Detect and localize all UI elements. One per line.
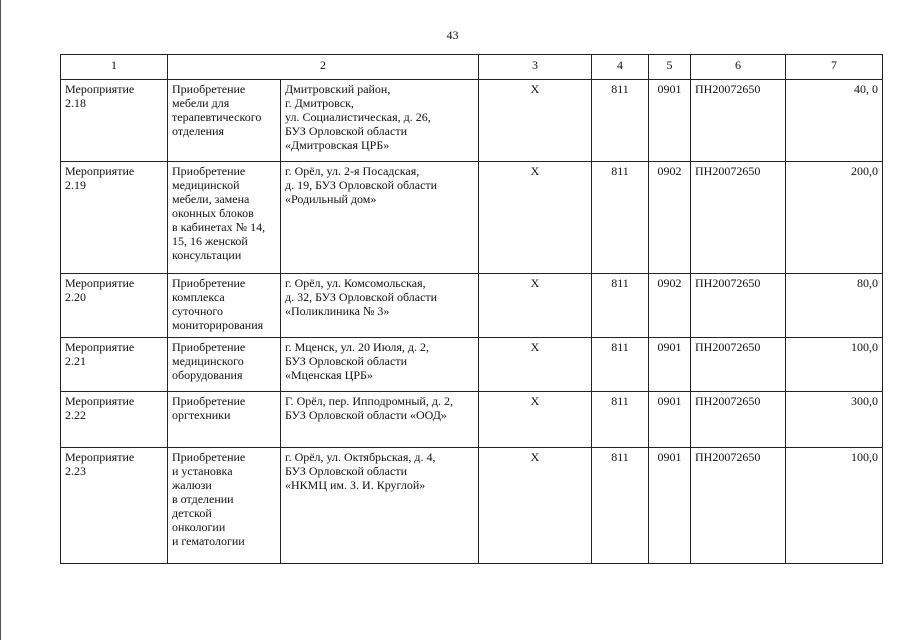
col6-cell: ПН20072650 <box>691 448 786 564</box>
address-cell-line: «Поликлиника № 3» <box>285 304 390 318</box>
measure-cell-line: Мероприятие <box>65 82 135 96</box>
header-col-5: 5 <box>649 55 691 80</box>
measure-name-cell-line: Приобретение <box>172 394 246 408</box>
measure-name-cell-line: консультации <box>172 248 242 262</box>
measure-name-cell-line: отделения <box>172 124 225 138</box>
measure-cell-line: Мероприятие <box>65 164 135 178</box>
measure-name-cell-line: Приобретение <box>172 82 246 96</box>
measure-cell-line: Мероприятие <box>65 450 135 464</box>
budget-table <box>60 54 883 564</box>
address-cell <box>281 448 479 564</box>
col3-cell: Х <box>479 392 592 448</box>
measure-name-cell <box>168 162 281 274</box>
measure-cell-line: Мероприятие <box>65 340 135 354</box>
col4-cell: 811 <box>592 80 649 162</box>
address-cell <box>281 162 479 274</box>
measure-cell-line: 2.21 <box>65 354 86 368</box>
measure-name-cell-line: оборудования <box>172 368 243 382</box>
measure-name-cell-line: Приобретение <box>172 450 246 464</box>
col6-cell: ПН20072650 <box>691 392 786 448</box>
address-cell-line: «Дмитровская ЦРБ» <box>285 138 390 152</box>
amount-cell: 80,0 <box>786 274 883 338</box>
col5-cell: 0902 <box>649 274 691 338</box>
address-cell-line: г. Дмитровск, <box>285 96 354 110</box>
amount-cell: 40, 0 <box>786 80 883 162</box>
measure-name-cell-line: 15, 16 женской <box>172 234 248 248</box>
address-cell-line: д. 19, БУЗ Орловской области <box>285 178 438 192</box>
col4-cell: 811 <box>592 162 649 274</box>
measure-cell-line: 2.22 <box>65 408 86 422</box>
address-cell-line: Г. Орёл, пер. Ипподромный, д. 2, <box>285 394 453 408</box>
table-row <box>61 448 883 564</box>
header-col-7: 7 <box>786 55 883 80</box>
measure-name-cell <box>168 338 281 392</box>
address-cell-line: ул. Социалистическая, д. 26, <box>285 110 431 124</box>
measure-name-cell-line: жалюзи <box>172 478 212 492</box>
measure-cell-line: Мероприятие <box>65 394 135 408</box>
address-cell <box>281 80 479 162</box>
table-row <box>61 274 883 338</box>
table-row <box>61 80 883 162</box>
address-cell-line: г. Орёл, ул. 2-я Посадская, <box>285 164 420 178</box>
page-number: 43 <box>446 28 459 42</box>
col4-cell: 811 <box>592 448 649 564</box>
col3-cell: Х <box>479 448 592 564</box>
col4-cell: 811 <box>592 392 649 448</box>
measure-name-cell <box>168 80 281 162</box>
measure-cell <box>61 162 168 274</box>
col3-cell: Х <box>479 80 592 162</box>
header-row <box>61 55 883 80</box>
measure-cell-line: Мероприятие <box>65 276 135 290</box>
address-cell-line: д. 32, БУЗ Орловской области <box>285 290 438 304</box>
address-cell-line: Дмитровский район, <box>285 82 391 96</box>
measure-name-cell-line: Приобретение <box>172 276 246 290</box>
measure-cell <box>61 392 168 448</box>
address-cell-line: г. Орёл, ул. Октябрьская, д. 4, <box>285 450 436 464</box>
measure-name-cell-line: Приобретение <box>172 164 246 178</box>
address-cell <box>281 274 479 338</box>
col6-cell: ПН20072650 <box>691 80 786 162</box>
table-row <box>61 338 883 392</box>
header-col-1: 1 <box>61 55 168 80</box>
measure-name-cell-line: мебели, замена <box>172 192 250 206</box>
table-body <box>61 80 883 564</box>
measure-name-cell-line: и установка <box>172 464 233 478</box>
address-cell-line: БУЗ Орловской области <box>285 124 407 138</box>
measure-name-cell <box>168 448 281 564</box>
measure-name-cell <box>168 274 281 338</box>
address-cell-line: БУЗ Орловской области <box>285 464 407 478</box>
header-col-3: 3 <box>479 55 592 80</box>
col6-cell: ПН20072650 <box>691 274 786 338</box>
measure-name-cell-line: и гематологии <box>172 534 245 548</box>
measure-name-cell-line: детской <box>172 506 212 520</box>
measure-name-cell-line: медицинского <box>172 354 244 368</box>
measure-name-cell-line: онкологии <box>172 520 226 534</box>
address-cell-line: «Родильный дом» <box>285 192 377 206</box>
amount-cell: 100,0 <box>786 338 883 392</box>
measure-name-cell <box>168 392 281 448</box>
col5-cell: 0901 <box>649 392 691 448</box>
page-margin-line <box>0 0 1 640</box>
col3-cell: Х <box>479 338 592 392</box>
measure-cell-line: 2.20 <box>65 290 86 304</box>
header-col-2: 2 <box>168 55 479 80</box>
address-cell-line: «Мценская ЦРБ» <box>285 368 373 382</box>
col4-cell: 811 <box>592 274 649 338</box>
measure-name-cell-line: терапевтического <box>172 110 262 124</box>
address-cell <box>281 338 479 392</box>
address-cell-line: г. Мценск, ул. 20 Июля, д. 2, <box>285 340 429 354</box>
measure-name-cell-line: оргтехники <box>172 408 231 422</box>
col6-cell: ПН20072650 <box>691 338 786 392</box>
col6-cell: ПН20072650 <box>691 162 786 274</box>
measure-cell-line: 2.18 <box>65 96 86 110</box>
measure-cell-line: 2.23 <box>65 464 86 478</box>
address-cell <box>281 392 479 448</box>
measure-cell <box>61 80 168 162</box>
amount-cell: 200,0 <box>786 162 883 274</box>
measure-name-cell-line: медицинской <box>172 178 240 192</box>
address-cell-line: БУЗ Орловской области «ООД» <box>285 408 447 422</box>
header-col-6: 6 <box>691 55 786 80</box>
measure-cell <box>61 338 168 392</box>
header-col-4: 4 <box>592 55 649 80</box>
measure-name-cell-line: в отделении <box>172 492 234 506</box>
measure-name-cell-line: Приобретение <box>172 340 246 354</box>
measure-cell <box>61 274 168 338</box>
col3-cell: Х <box>479 274 592 338</box>
measure-name-cell-line: комплекса <box>172 290 225 304</box>
address-cell-line: БУЗ Орловской области <box>285 354 407 368</box>
address-cell-line: «НКМЦ им. З. И. Круглой» <box>285 478 426 492</box>
measure-cell <box>61 448 168 564</box>
col5-cell: 0902 <box>649 162 691 274</box>
col5-cell: 0901 <box>649 80 691 162</box>
col4-cell: 811 <box>592 338 649 392</box>
col3-cell: Х <box>479 162 592 274</box>
col5-cell: 0901 <box>649 338 691 392</box>
table-row <box>61 162 883 274</box>
address-cell-line: г. Орёл, ул. Комсомольская, <box>285 276 426 290</box>
col5-cell: 0901 <box>649 448 691 564</box>
measure-name-cell-line: оконных блоков <box>172 206 254 220</box>
amount-cell: 100,0 <box>786 448 883 564</box>
table-row <box>61 392 883 448</box>
measure-name-cell-line: в кабинетах № 14, <box>172 220 266 234</box>
measure-name-cell-line: мониторирования <box>172 318 264 332</box>
measure-name-cell-line: суточного <box>172 304 224 318</box>
amount-cell: 300,0 <box>786 392 883 448</box>
measure-cell-line: 2.19 <box>65 178 86 192</box>
measure-name-cell-line: мебели для <box>172 96 230 110</box>
